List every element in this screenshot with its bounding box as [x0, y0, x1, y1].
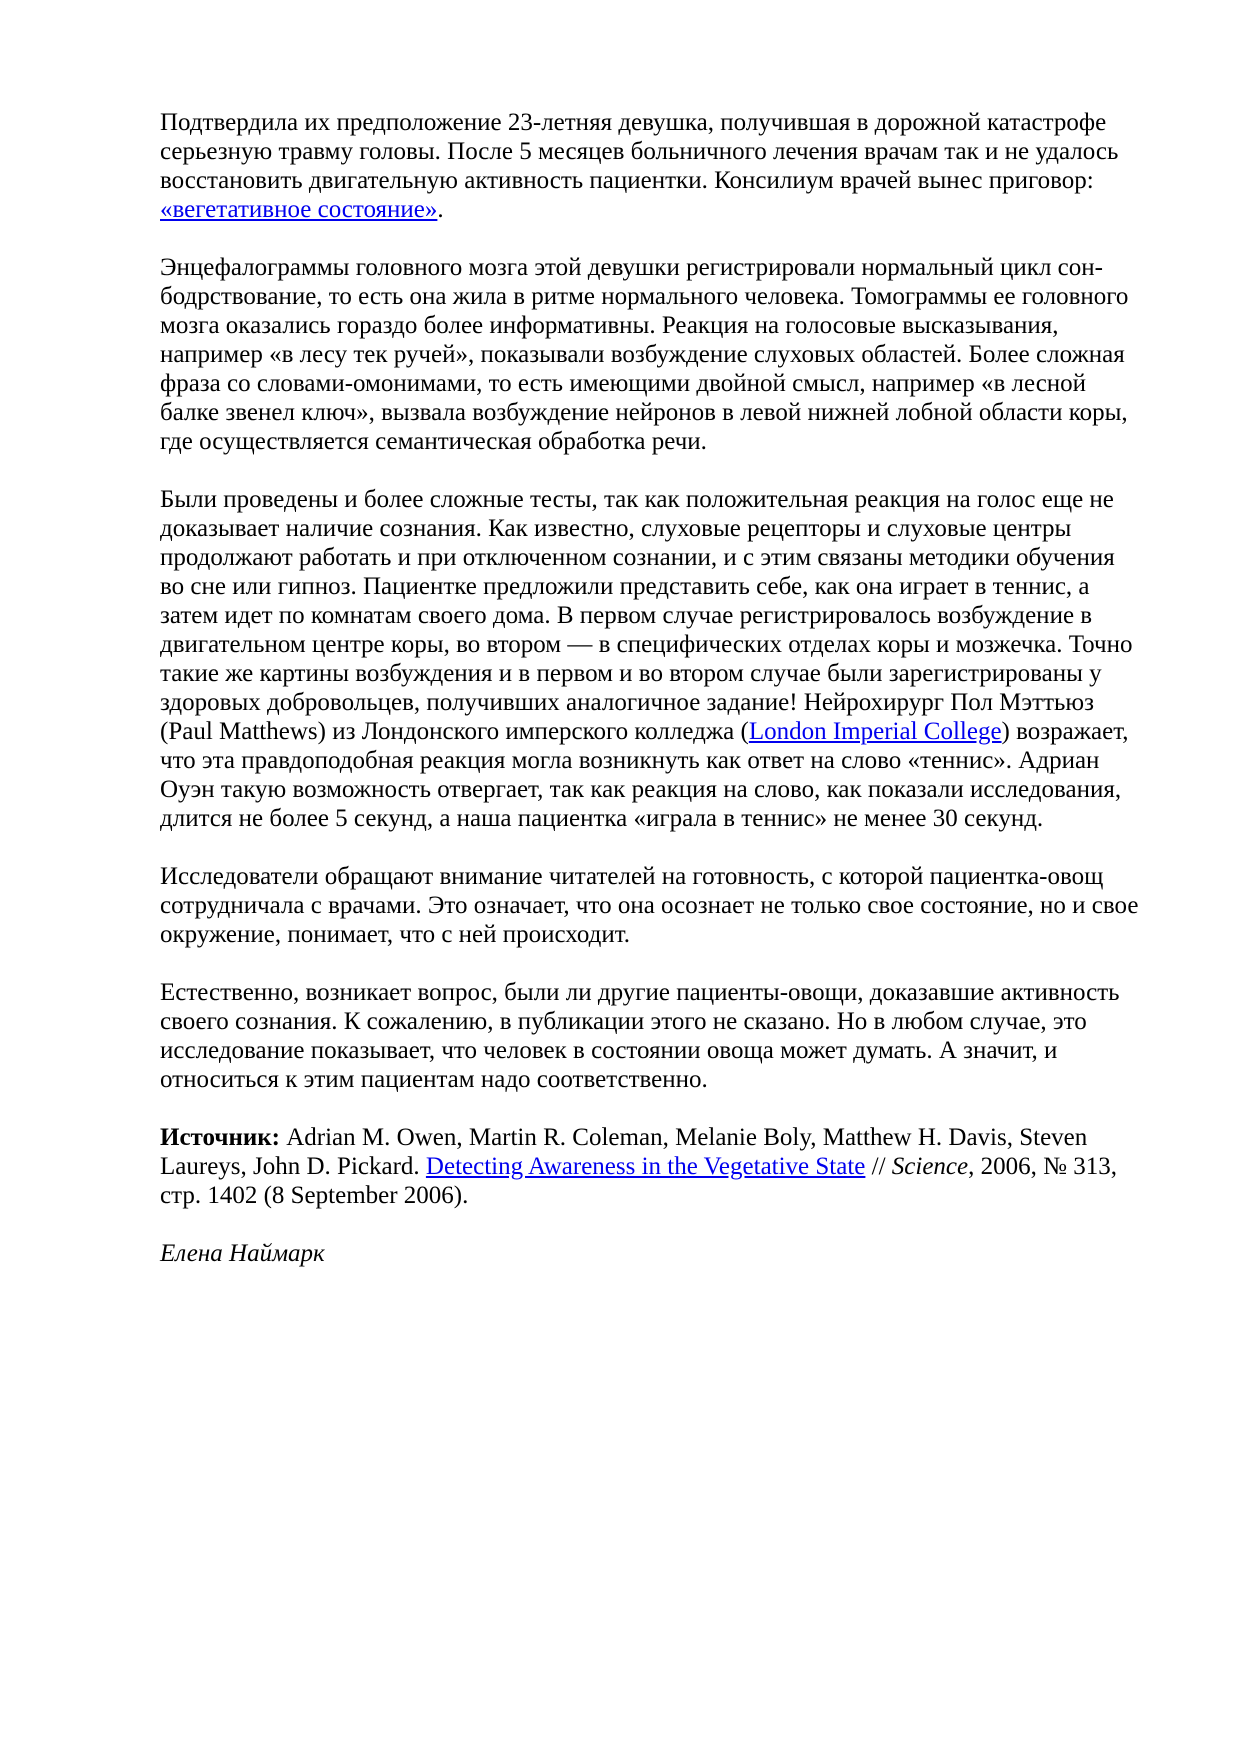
- encephalogram-paragraph-run-1: Энцефалограммы головного мозга этой девушки регистрировали нормальный цикл сон-бодрствование, то есть она жила в ритме нормального человека. Томограммы ее головного мозга оказались гораздо более информативны. Реакция на голосовые высказывания, например «в лесу тек ручей», показывали возбуждение слуховых областей. Более сложная фраза со словами-омонимами, то есть имеющими двойной смысл, например «в лесной балке звенел ключ», вызвала возбуждение нейронов в левой нижней лобной области коры, где осуществляется семантическая обработка речи.: [160, 254, 1129, 455]
- source-paragraph: [160, 1123, 1140, 1210]
- conclusion-paragraph: [160, 978, 1140, 1094]
- intro-paragraph-run-3: .: [437, 196, 444, 223]
- source-paragraph-run-4: //: [865, 1153, 892, 1180]
- source-paragraph-run-2: Adrian M. Owen, Martin R. Coleman, Melanie Boly, Matthew H. Davis, Steven Laureys, John D. Pickard.: [160, 1124, 1088, 1180]
- author-paragraph: [160, 1239, 1140, 1268]
- conclusion-paragraph-run-1: Естественно, возникает вопрос, были ли другие пациенты-овощи, доказавшие активность своего сознания. К сожалению, в публикации этого не сказано. Но в любом случае, это исследование показывает, что человек в состоянии овоща может думать. А значит, и относиться к этим пациентам надо соответственно.: [160, 979, 1120, 1093]
- author-name: Елена Наймарк: [160, 1240, 325, 1267]
- awareness-paragraph-run-1: Исследователи обращают внимание читателей на готовность, с которой пациентка-овощ сотрудничала с врачами. Это означает, что она осознает не только свое состояние, но и свое окружение, понимает, что с ней происходит.: [160, 863, 1139, 948]
- article-body: [160, 108, 1140, 1268]
- source-label: Источник:: [160, 1124, 280, 1151]
- encephalogram-paragraph: [160, 253, 1140, 456]
- intro-paragraph-run-1: Подтвердила их предположение 23-летняя девушка, получившая в дорожной катастрофе серьезную травму головы. После 5 месяцев больничного лечения врачам так и не удалось восстановить двигательную активность пациентки. Консилиум врачей вынес приговор:: [160, 109, 1119, 194]
- journal-name: Science: [891, 1153, 969, 1180]
- intro-paragraph: [160, 108, 1140, 224]
- london-imperial-college-link[interactable]: London Imperial College: [748, 718, 1002, 745]
- tests-paragraph-run-1: Были проведены и более сложные тесты, так как положительная реакция на голос еще не доказывает наличие сознания. Как известно, слуховые рецепторы и слуховые центры продолжают работать и при отключенном сознании, и с этим связаны методики обучения во сне или гипноз. Пациентке предложили представить себе, как она играет в теннис, а затем идет по комнатам своего дома. В первом случае регистрировалось возбуждение в двигательном центре коры, во втором — в специфических отделах коры и мозжечка. Точно такие же картины возбуждения и в первом и во втором случае были зарегистрированы у здоровых добровольцев, получивших аналогичное задание! Нейрохирург Пол Мэттьюз (Paul Matthews) из Лондонского имперского колледжа (: [160, 486, 1133, 745]
- vegetative-state-link[interactable]: «вегетативное состояние»: [160, 196, 438, 223]
- tests-paragraph: [160, 485, 1140, 833]
- article-title-link[interactable]: Detecting Awareness in the Vegetative State: [425, 1153, 866, 1180]
- source-paragraph-run-6: , 2006, № 313, стр. 1402 (8 September 2006).: [160, 1153, 1117, 1209]
- tests-paragraph-run-3: ) возражает, что эта правдоподобная реакция могла возникнуть как ответ на слово «теннис». Адриан Оуэн такую возможность отвергает, так как реакция на слово, как показали исследования, длится не более 5 секунд, а наша пациентка «играла в теннис» не менее 30 секунд.: [160, 718, 1129, 832]
- awareness-paragraph: [160, 862, 1140, 949]
